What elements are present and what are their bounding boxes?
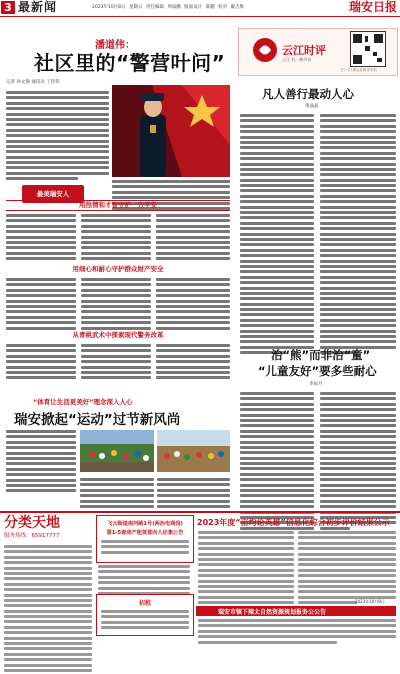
tender-ad: [96, 515, 194, 563]
column-tagline: 云江 有一种声音: [282, 57, 312, 62]
sports-title: 瑞安掀起“运动”过节新风尚: [14, 412, 181, 428]
article-body-1b: [81, 214, 151, 263]
sports-body: [6, 430, 76, 495]
commentary-1-body: [240, 114, 314, 357]
notice-body: [198, 531, 294, 606]
article-body-3b: [81, 344, 151, 382]
classifieds-phone: 服务热线：65917777: [4, 533, 60, 539]
commentary-2-title-2: “儿童友好”要多些耐心: [258, 364, 377, 378]
mini-ad-title: 招租: [138, 600, 151, 607]
article-body-1c: [156, 214, 230, 263]
article-subhead-2: [6, 265, 230, 274]
newspaper-logo: 瑞安日报: [348, 0, 397, 14]
classifieds-title: 分类天地: [4, 515, 60, 531]
commentary-2-title-1: 治“熊”而非治“童”: [271, 348, 371, 362]
sports-photo-2: [157, 430, 230, 472]
commentary-2-author: 李如月: [309, 382, 323, 387]
notice-date: 2023年10月8日: [355, 599, 385, 604]
classifieds-body: [4, 545, 92, 674]
article-body-2b: [81, 278, 151, 332]
commentary-1-author: 黄晶晶: [305, 104, 319, 109]
tender-title-2: 第1-5套房产租赁意向人征集公告: [106, 530, 184, 536]
mini-ad: [96, 594, 194, 636]
tender-title-1: 飞云街道南河路1号(两治电商园): [107, 521, 183, 527]
notice-body-b: [298, 531, 396, 606]
article-body-2c: [156, 278, 230, 332]
sports-body-c: [157, 478, 230, 510]
article-intro: [6, 91, 109, 183]
footer-notice-title: 瑞安市镇下辣太自然资源规划报务公公告: [218, 609, 327, 616]
subhead-3-text: 从青桃武术中探索现代警务改革: [72, 331, 164, 339]
sports-photo-1: [80, 430, 154, 472]
page-number: 3: [1, 1, 15, 14]
officer-photo: [112, 85, 230, 177]
article-subhead-3: [6, 331, 230, 340]
emblem-label: 最美瑞安人: [36, 190, 70, 198]
section-title: 最新闻: [18, 0, 58, 14]
sports-body-b: [80, 478, 154, 510]
column-caption: 扫一扫 看云江时评专栏: [341, 68, 378, 72]
column-logo-icon: [252, 36, 278, 64]
article-title: 社区里的“警营叶问”: [34, 51, 226, 75]
notice-title: 2023年度“亩均论英雄”信息化综合初步评价结果公示: [197, 518, 390, 527]
article-subhead-1: [6, 200, 230, 211]
subhead-2-text: 用细心和耐心守护群众财产安全: [72, 265, 164, 273]
footer-notice-body: [198, 619, 396, 646]
article-byline: 记者 孙文静 通讯员 丁传伟: [6, 80, 60, 85]
issue-meta: 2023年10月8日 星期日 责任编辑 周质鹏 版面设计 陈鹏 校对 戴吉维: [92, 5, 245, 10]
classifieds-header: [4, 515, 94, 541]
qr-code: [350, 31, 386, 67]
subhead-1-text: 用热情和才智守护一方平安: [79, 201, 157, 209]
commentary-1-title: 凡人善行最动人心: [262, 87, 354, 101]
article-body-1: [6, 214, 76, 263]
article-kicker: 潘道伟：: [95, 40, 135, 51]
lower-divider: [0, 511, 400, 513]
article-body-2: [6, 278, 76, 332]
column-name: 云江时评: [282, 44, 326, 57]
sports-kicker: “体育让生活更美好”理念深入人心: [33, 398, 133, 406]
article-body-3: [6, 344, 76, 382]
article-body-3c: [156, 344, 230, 382]
tender-body: [98, 565, 190, 597]
commentary-1-body-b: [320, 114, 396, 357]
